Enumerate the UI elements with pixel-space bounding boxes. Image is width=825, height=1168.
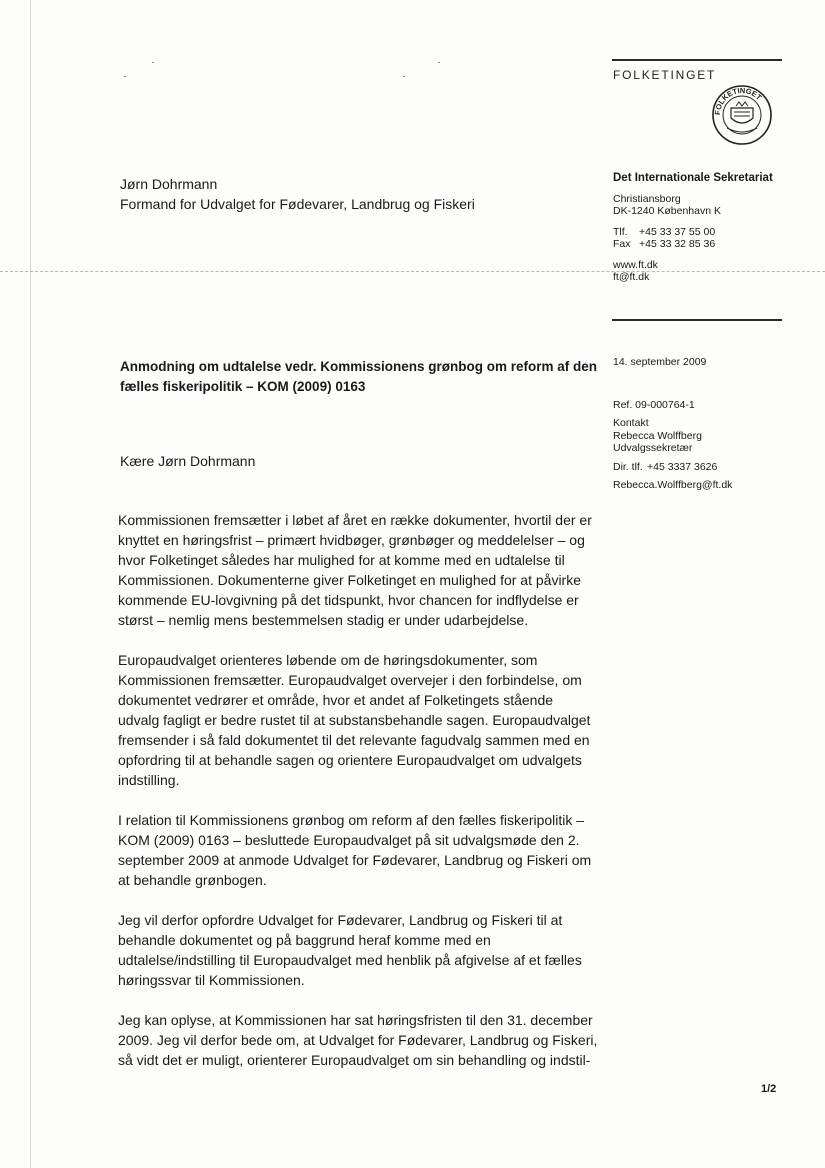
sender-fax-row xyxy=(613,238,813,251)
sender-street: Christiansborg xyxy=(613,192,681,205)
phone-value: +45 33 37 55 00 xyxy=(639,225,716,238)
sender-phone-row xyxy=(613,226,813,239)
letter-reference: Ref. 09-000764-1 xyxy=(613,398,695,411)
contact-title: Udvalgssekretær xyxy=(613,442,693,454)
body-paragraph: I relation til Kommissionens grønbog om reform af den fælles fiskeripolitik – KOM (2009) 0163 – besluttede Europaudvalget på sit udvalgsmøde den 2. september 2009 at anmode Udvalget for Fødevarer, Landbrug og Fiskeri om at behandle grønbogen. xyxy=(118,812,592,888)
sender-block xyxy=(613,172,813,284)
contact-email-link[interactable]: Rebecca.Wolffberg@ft.dk xyxy=(613,479,733,491)
sender-postal: DK-1240 København K xyxy=(613,205,721,217)
sender-email-link[interactable]: ft@ft.dk xyxy=(613,271,650,283)
body-paragraph: Europaudvalget orienteres løbende om de høringsdokumenter, som Kommissionen fremsætter. Europaudvalget overvejer i den forbindelse, om dokumentet vedrører et område, hvor et andet af Folketingets stående udvalg fagligt er bedre rustet til at substansbehandle sagen. Europaudvalget fremsender i så fald dokumentet til det relevante fagudvalg sammen med en opfordring til at behandle sagen og orientere Europaudvalget om udvalgets indstilling. xyxy=(118,652,591,788)
recipient-block xyxy=(120,174,475,214)
sender-department: Det Internationale Sekretariat xyxy=(613,172,773,184)
contact-label: Kontakt xyxy=(613,417,649,429)
letter-body xyxy=(118,510,598,1090)
page-number: 1/2 xyxy=(761,1083,777,1095)
recipient-title: Formand for Udvalget for Fødevarer, Landbrug og Fiskeri xyxy=(120,196,475,212)
body-paragraph: Kommissionen fremsætter i løbet af året en række dokumenter, hvortil der er knyttet en høringsfrist – primært hvidbøger, grønbøger og meddelelser – og hvor Folketinget således har mulighed for at komme med en udtalelse til Kommissionen. Dokumenterne giver Folketinget en mulighed for at påvirke kommende EU-lovgivning på det tidspunkt, hvor chancen for indflydelse er størst – nemlig mens bestemmelsen stadig er under udarbejdelse. xyxy=(118,512,592,628)
letter-meta xyxy=(613,356,813,492)
scan-speck xyxy=(124,76,126,77)
letter-subject: Anmodning om udtalelse vedr. Kommissionens grønbog om reform af den fælles fiskeripolitik – KOM (2009) 0163 xyxy=(120,359,598,394)
phone-label: Tlf. xyxy=(613,225,628,238)
letter-salutation: Kære Jørn Dohrmann xyxy=(120,453,256,469)
fax-label: Fax xyxy=(613,238,631,250)
meta-rule xyxy=(612,319,782,321)
contact-name: Rebecca Wolffberg xyxy=(613,429,702,442)
fax-value: +45 33 32 85 36 xyxy=(639,238,716,250)
body-paragraph: Jeg kan oplyse, at Kommissionen har sat høringsfristen til den 31. december 2009. Jeg vil derfor bede om, at Udvalget for Fødevarer, Landbrug og Fiskeri, så vidt det er muligt, orienterer Europaudvalget om sin behandling og indstil- xyxy=(118,1012,598,1068)
recipient-name: Jørn Dohrmann xyxy=(120,176,218,192)
seal-text: FOLKETINGET xyxy=(712,85,764,116)
organization-name: FOLKETINGET xyxy=(613,68,717,82)
body-paragraph: Jeg vil derfor opfordre Udvalget for Fødevarer, Landbrug og Fiskeri til at behandle dokumentet og på baggrund heraf komme med en udtalelse/indstilling til Europaudvalget med henblik på afgivelse af et fælles høringssvar til Kommissionen. xyxy=(118,912,582,988)
scan-margin-line xyxy=(30,0,31,1168)
direct-phone-value: +45 3337 3626 xyxy=(647,460,718,473)
letter-date: 14. september 2009 xyxy=(613,356,707,368)
svg-text:FOLKETINGET xyxy=(713,86,764,115)
sender-web-link[interactable]: www.ft.dk xyxy=(613,258,658,271)
scan-speck xyxy=(403,76,405,77)
direct-phone-row xyxy=(613,461,813,474)
direct-phone-label: Dir. tlf. xyxy=(613,460,643,473)
scan-speck xyxy=(152,62,154,63)
header-rule xyxy=(612,59,782,61)
scan-speck xyxy=(438,62,440,63)
parliament-seal-icon xyxy=(711,84,773,146)
